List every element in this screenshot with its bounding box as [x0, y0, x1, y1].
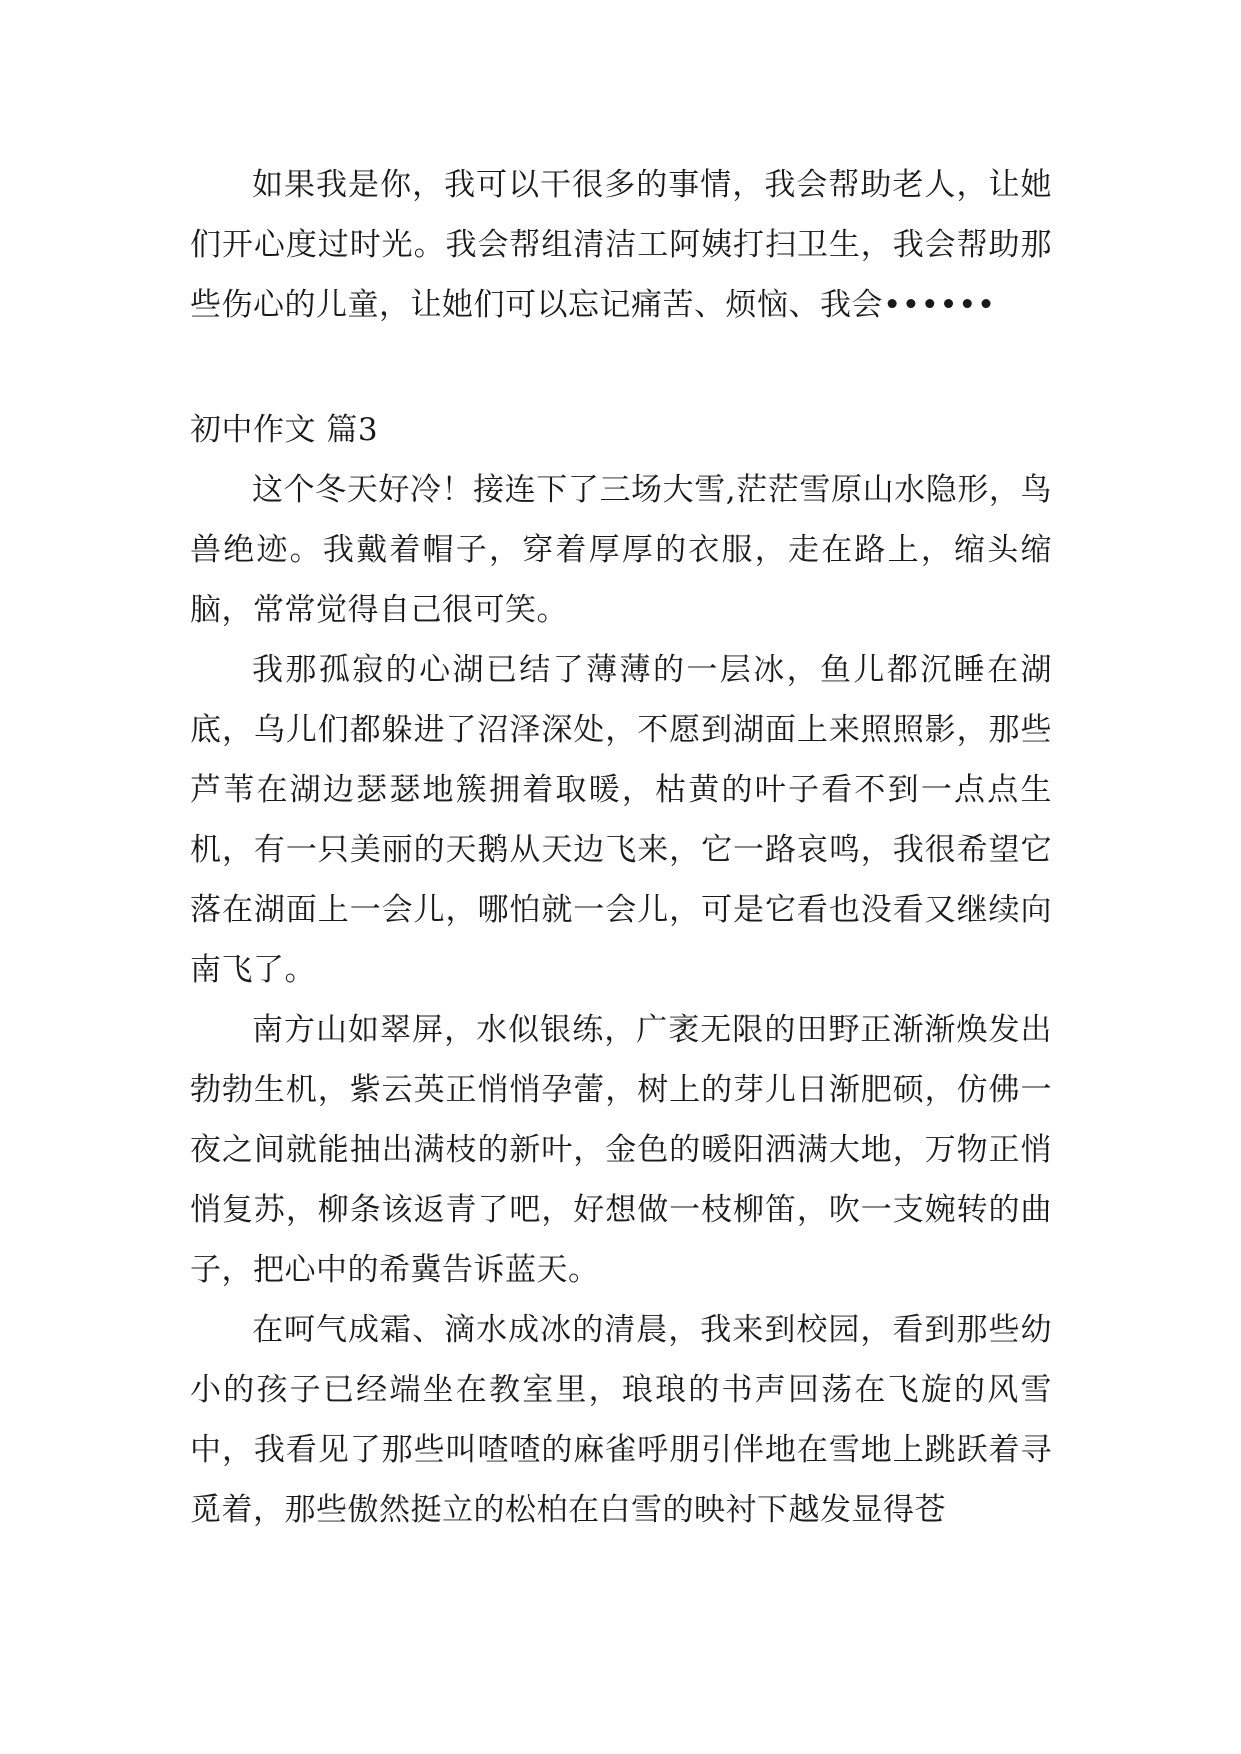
section-title: 初中作文 篇3 [190, 412, 379, 448]
body-paragraph-4: 在呵气成霜、滴水成冰的清晨，我来到校园，看到那些幼小的孩子已经端坐在教室里，琅琅的书声回荡在飞旋的风雪中，我看见了那些叫喳喳的麻雀呼朋引伴地在雪地上跳跃着寻觅着，那些傲然挺立的松柏在白雪的映衬下越发显得苍 [190, 1312, 1052, 1528]
body-paragraph-2: 我那孤寂的心湖已结了薄薄的一层冰，鱼儿都沉睡在湖底，乌儿们都躲进了沼泽深处，不愿到湖面上来照照影，那些芦苇在湖边瑟瑟地簇拥着取暖，枯黄的叶子看不到一点点生机，有一只美丽的天鹅从天边飞来，它一路哀鸣，我很希望它落在湖面上一会儿，哪怕就一会儿，可是它看也没看又继续向南飞了。 [190, 652, 1052, 988]
intro-paragraph: 如果我是你，我可以干很多的事情，我会帮助老人，让她们开心度过时光。我会帮组清洁工阿姨打扫卫生，我会帮助那些伤心的儿童，让她们可以忘记痛苦、烦恼、我会•••••• [190, 167, 1052, 323]
body-paragraph-3: 南方山如翠屏，水似银练，广袤无限的田野正渐渐焕发出勃勃生机，紫云英正悄悄孕蕾，树上的芽儿日渐肥硕，仿佛一夜之间就能抽出满枝的新叶，金色的暖阳洒满大地，万物正悄悄复苏，柳条该返青了吧，好想做一枝柳笛，吹一支婉转的曲子，把心中的希冀告诉蓝天。 [190, 1012, 1052, 1288]
body-paragraph-1: 这个冬天好冷！接连下了三场大雪,茫茫雪原山水隐形，鸟兽绝迹。我戴着帽子，穿着厚厚的衣服，走在路上，缩头缩脑，常常觉得自己很可笑。 [190, 472, 1052, 628]
document-page [190, 155, 1052, 1540]
